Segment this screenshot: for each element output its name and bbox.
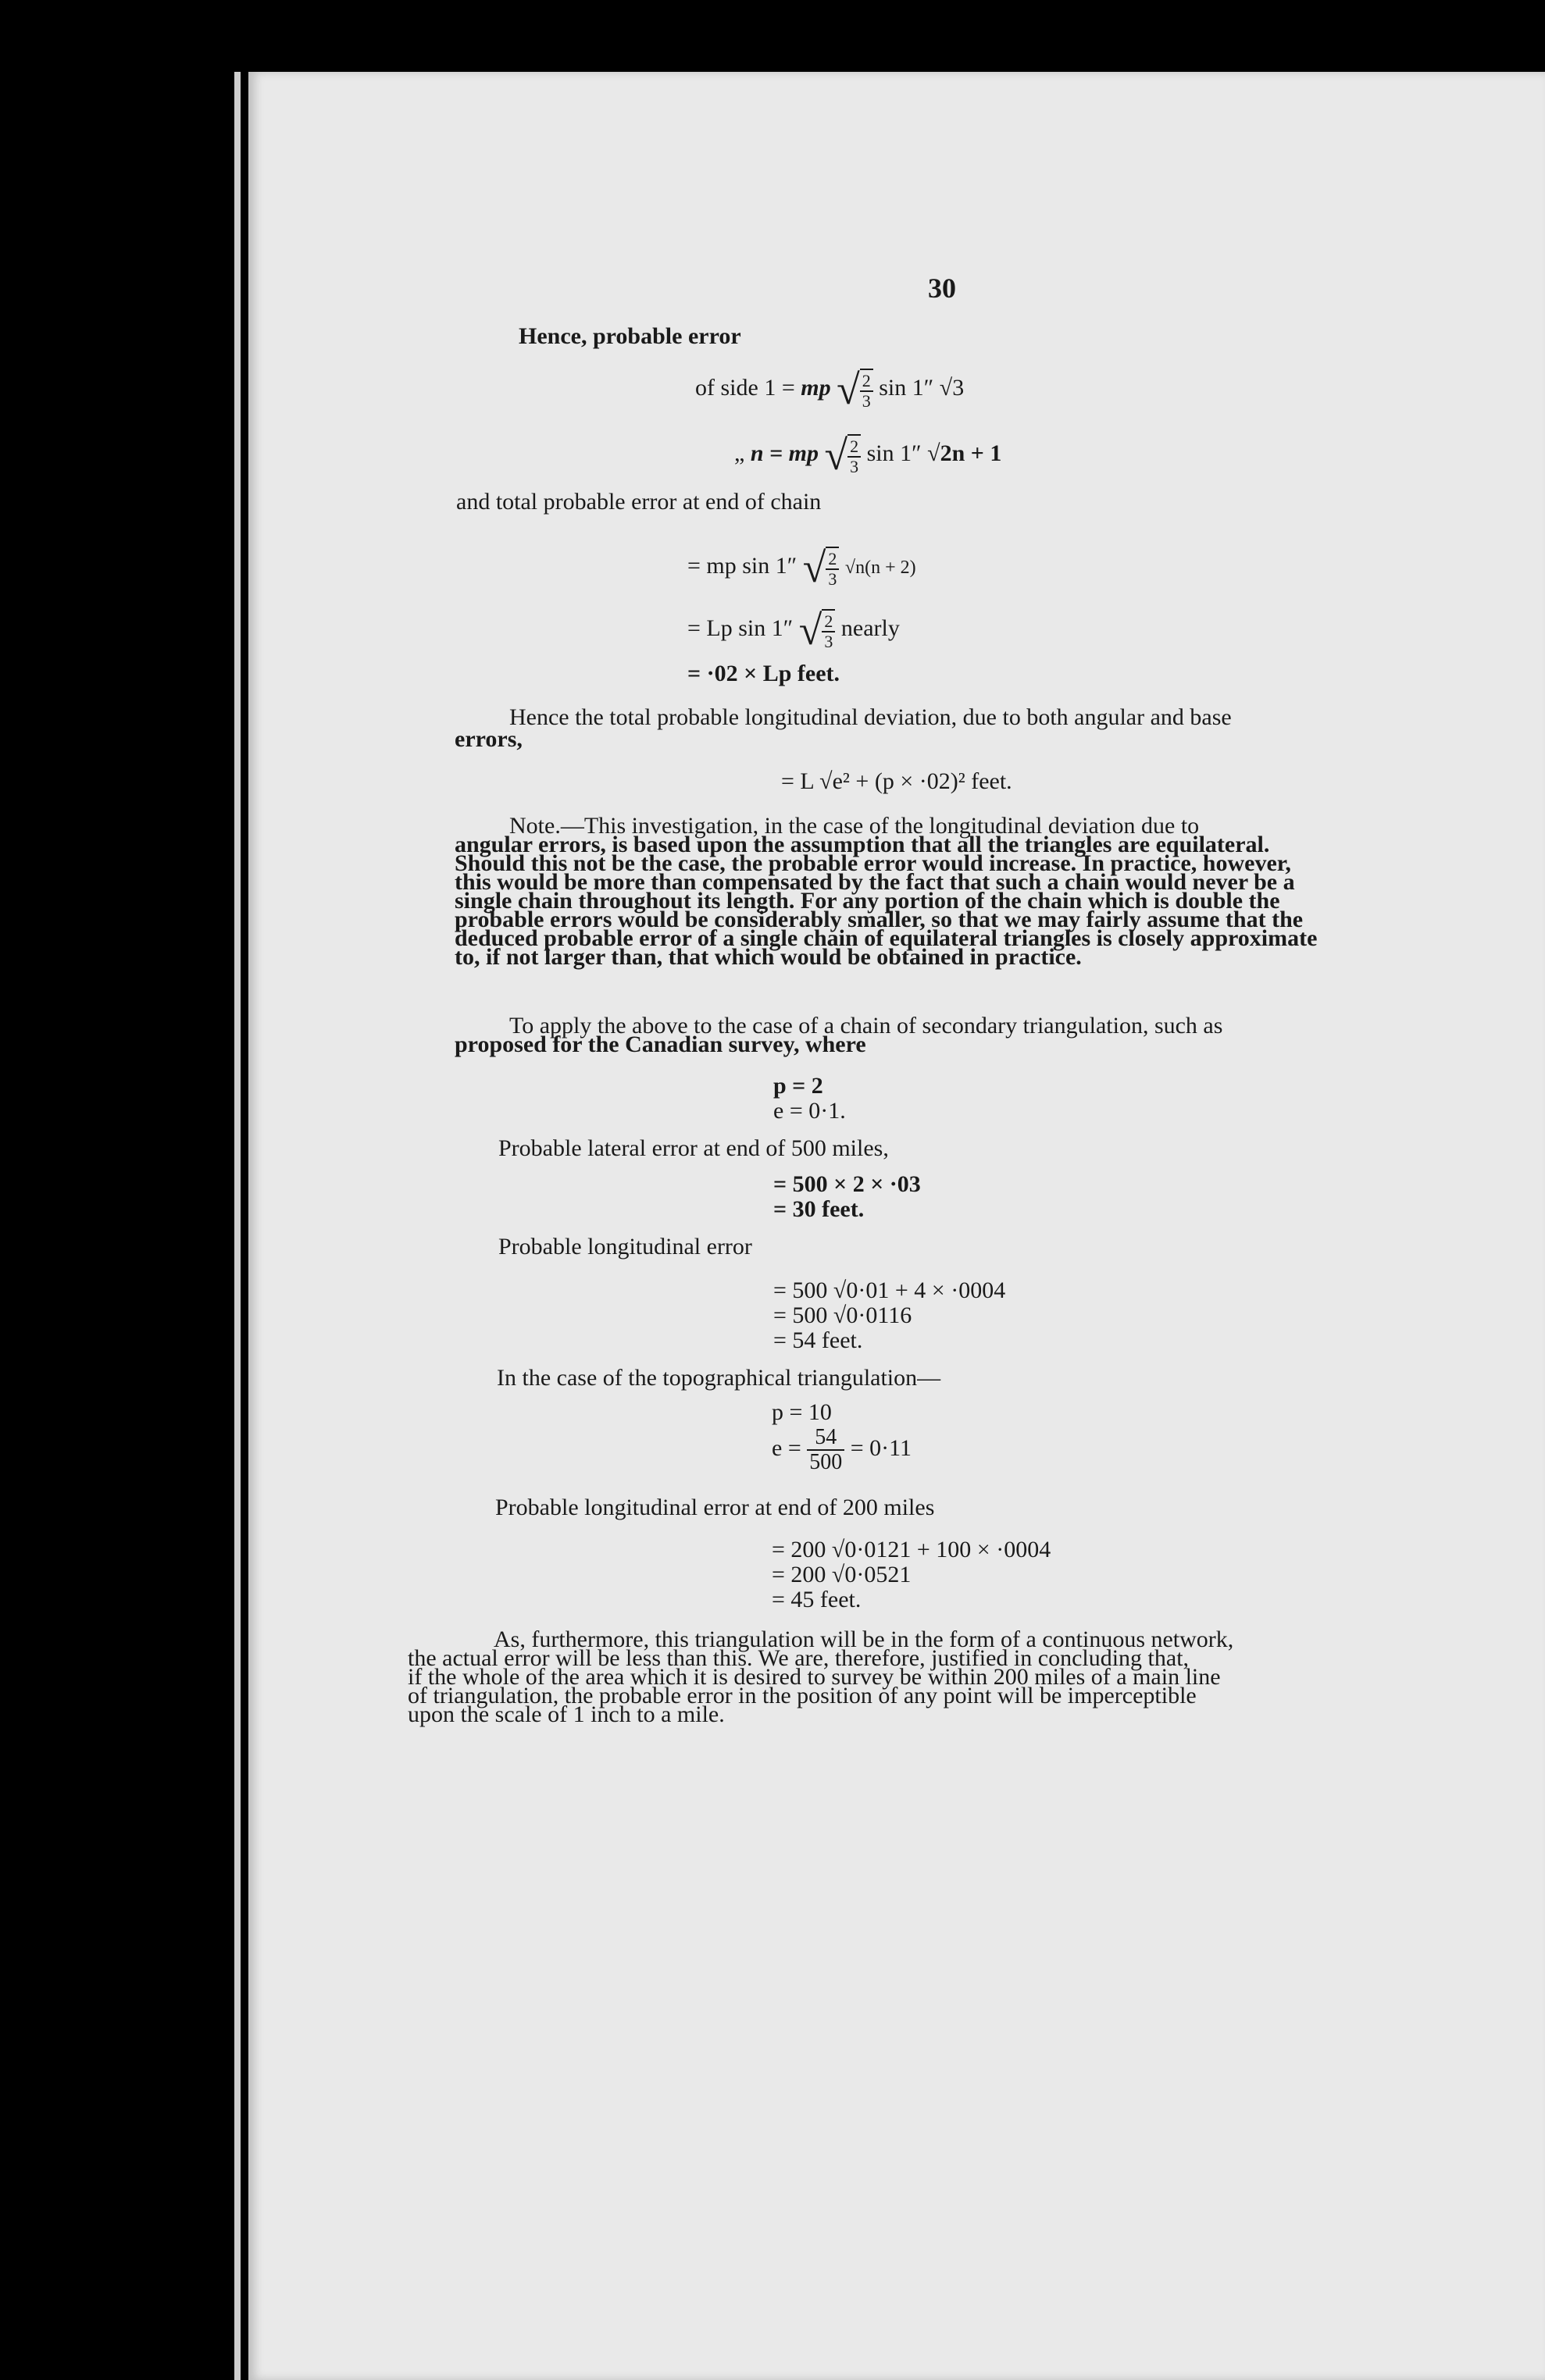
fraction [860,369,873,411]
equation-total-2 [687,606,900,654]
longit200-eq-2: = 200 √0·0521 [772,1562,912,1587]
page-sheet [248,72,1545,2380]
equation-side-1 [695,365,964,414]
fraction [826,547,839,589]
note-line: Should this not be the case, the probable error would increase. In practice, however, [455,850,1291,876]
heading: Hence, probable error [519,323,741,349]
fraction-den: 500 [809,1450,843,1474]
eq-prefix: of side 1 = [695,374,795,401]
eq-p-10: p = 10 [772,1399,832,1425]
final-line: of triangulation, the probable error in the position of any point will be imperceptible [408,1683,1197,1708]
radical-sign: √ [798,607,822,654]
eq-mp: mp [801,374,831,401]
topo-heading: In the case of the topographical triangulation— [497,1365,941,1391]
eq-rhs: nearly [840,615,900,641]
eq-p-2: p = 2 [773,1073,823,1099]
note-line: angular errors, is based upon the assumption that all the triangles are equilateral. [455,832,1270,857]
eq-e-frac [772,1426,912,1474]
fraction-num: 2 [847,437,861,458]
longit-eq-3: = 54 feet. [773,1327,863,1353]
eq-prefix: „ [734,440,745,466]
note-line: probable errors would be considerably smaller, so that we may fairly assume that the [455,907,1304,932]
eq-rhs: = 0·11 [850,1434,912,1461]
page-edge [234,72,241,2380]
final-line: upon the scale of 1 inch to a mile. [408,1701,725,1727]
eq-e-01: e = 0·1. [773,1098,846,1124]
longit-eq-2: = 500 √0·0116 [773,1302,912,1328]
fraction-num: 54 [807,1426,844,1451]
final-line: As, furthermore, this triangulation will be in the form of a continuous network, [494,1626,1234,1652]
eq-root: √n(n + 2) [844,557,916,578]
fraction-num: 2 [822,612,835,632]
fraction [822,609,835,651]
final-line: if the whole of the area which it is desired to survey be within 200 miles of a main line [408,1664,1221,1690]
eq-root: √3 [939,374,965,401]
fraction-num: 2 [826,550,839,570]
eq-root: √2n + 1 [927,440,1002,466]
lateral-eq-1: = 500 × 2 × ·03 [773,1171,921,1197]
lateral-eq-2: = 30 feet. [773,1196,865,1222]
fraction-num: 2 [860,372,873,392]
note-line: this would be more than compensated by the fact that such a chain would never be a [455,869,1295,895]
longit-heading: Probable longitudinal error [498,1234,752,1259]
equation-L: = L √e² + (p × ·02)² feet. [781,768,1012,794]
eq-lhs: = Lp sin 1″ [687,615,794,641]
hence-text: Hence the total probable longitudinal deviation, due to both angular and base [509,704,1232,730]
radical-sign: √ [802,544,826,591]
fraction-den: 3 [824,632,833,651]
eq-n: n = [750,440,783,466]
fraction [847,434,861,476]
longit-eq-1: = 500 √0·01 + 4 × ·0004 [773,1277,1006,1303]
lateral-heading: Probable lateral error at end of 500 miles, [498,1135,889,1161]
note-line: single chain throughout its length. For any portion of the chain which is double the [455,888,1280,914]
fraction-den: 3 [828,569,837,589]
eq-lhs: e = [772,1434,801,1461]
note-line: to, if not larger than, that which would be obtained in practice. [455,944,1082,970]
equation-total-1 [687,543,916,592]
apply-paragraph [455,1013,1414,1057]
note-paragraph [455,813,1414,970]
total-line: and total probable error at end of chain [456,489,822,515]
fraction-den: 3 [862,391,871,411]
radical-sign: √ [837,366,860,413]
apply-line: To apply the above to the case of a chain of secondary triangulation, such as [509,1013,1223,1039]
note-line: Note.—This investigation, in the case of the longitudinal deviation due to [509,813,1200,839]
final-paragraph [408,1626,1398,1727]
eq-sin: sin 1″ [879,374,934,401]
fraction-den: 3 [850,457,859,476]
errors-text: errors, [455,726,523,752]
longit200-eq-3: = 45 feet. [772,1587,862,1612]
eq-sin: sin 1″ [866,440,922,466]
eq-lhs: = mp sin 1″ [687,552,797,579]
longit200-eq-1: = 200 √0·0121 + 100 × ·0004 [772,1537,1051,1562]
apply-line: proposed for the Canadian survey, where [455,1031,866,1057]
fraction [807,1426,844,1474]
page-number: 30 [928,273,956,304]
equation-total-3: = ·02 × Lp feet. [687,661,840,686]
final-line: the actual error will be less than this. We are, therefore, justified in concluding that, [408,1645,1190,1671]
eq-mp: mp [788,440,819,466]
longit200-heading: Probable longitudinal error at end of 200 miles [495,1495,935,1520]
note-line: deduced probable error of a single chain of equilateral triangles is closely approximate [455,925,1318,951]
equation-side-n [734,431,1001,479]
radical-sign: √ [824,432,848,479]
